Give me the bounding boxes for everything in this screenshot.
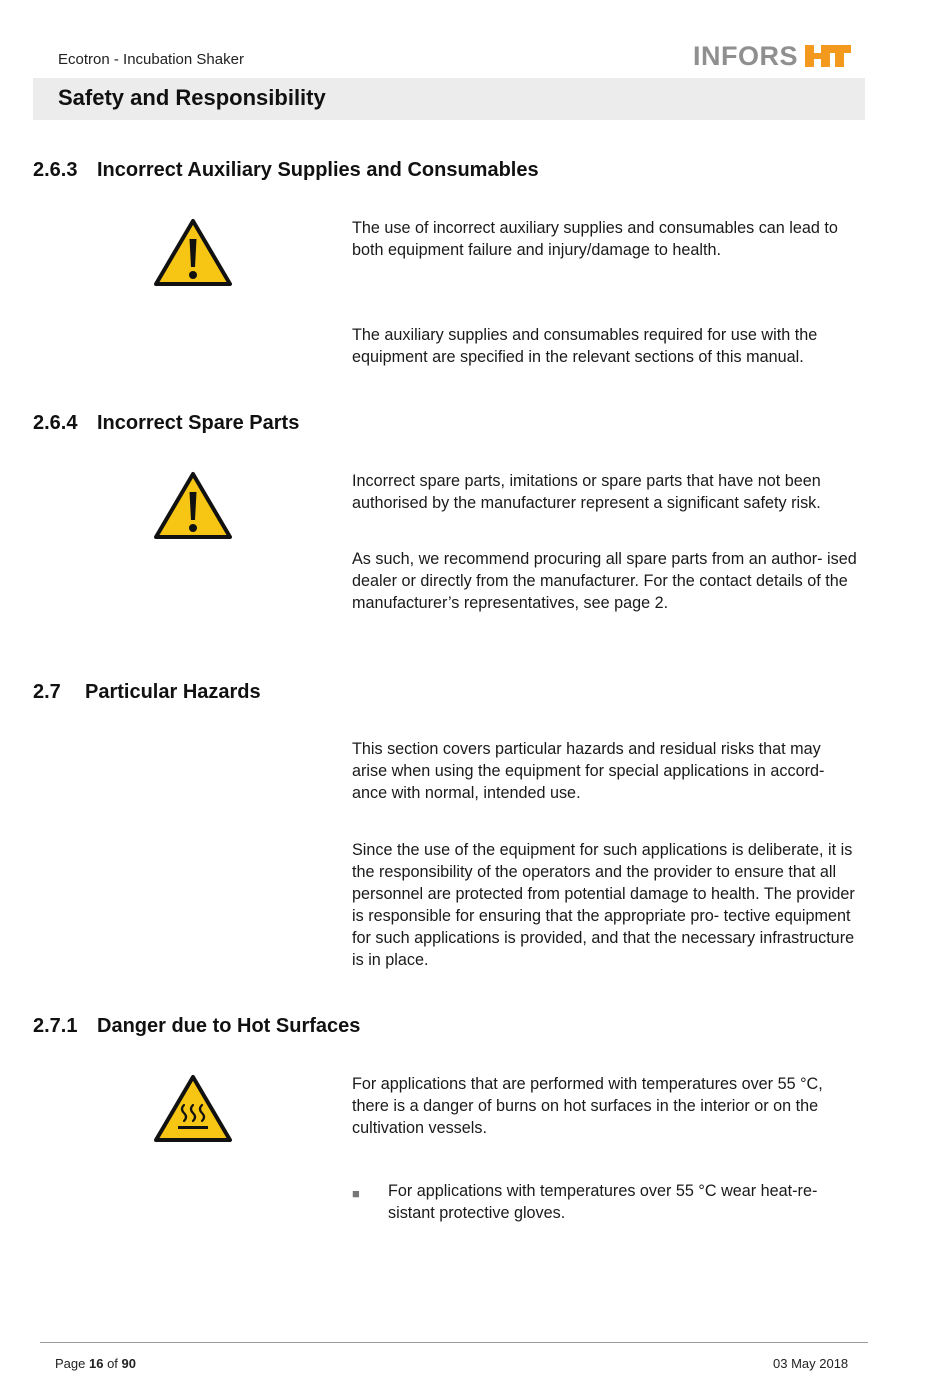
bullet-text: For applications with temperatures over 55 °C wear heat-re- sistant protective gloves. <box>388 1182 818 1222</box>
document-title: Ecotron - Incubation Shaker <box>58 51 244 68</box>
chapter-banner <box>33 78 865 120</box>
paragraph: As such, we recommend procuring all spare parts from an author- ised dealer or directly from the manufacturer. For the contact details of the manufacturer’s representatives, see page 2. <box>352 550 857 612</box>
page-of: of <box>103 1356 122 1371</box>
paragraph: The auxiliary supplies and consumables required for use with the equipment are specified in the relevant sections of this manual. <box>352 326 818 366</box>
logo-ht-mark <box>804 43 852 69</box>
section-number: 2.6.3 <box>33 159 78 181</box>
section-title: Danger due to Hot Surfaces <box>97 1015 361 1037</box>
square-bullet-icon: ■ <box>352 1186 360 1201</box>
paragraph: For applications that are performed with temperatures over 55 °C, there is a danger of burns on hot surfaces in the interior or on the cultivation vessels. <box>352 1075 823 1137</box>
section-heading <box>33 159 539 182</box>
page-current: 16 <box>88 1356 104 1371</box>
chapter-title: Safety and Responsibility <box>58 85 326 110</box>
footer-divider <box>40 1342 868 1343</box>
logo-wordmark: INFORS <box>693 41 799 71</box>
page-number <box>55 1356 136 1371</box>
section-title: Incorrect Spare Parts <box>97 412 300 434</box>
paragraph: This section covers particular hazards and residual risks that may arise when using the equipment for special applications in accord- ance with normal, intended use. <box>352 740 825 802</box>
warning-exclamation-icon <box>153 470 233 540</box>
hot-surface-warning-icon <box>153 1073 233 1143</box>
section-title: Particular Hazards <box>85 681 261 703</box>
section-number: 2.6.4 <box>33 412 78 434</box>
warning-exclamation-icon <box>153 217 233 287</box>
infors-ht-logo <box>693 41 852 71</box>
page-total: 90 <box>121 1356 136 1371</box>
page-prefix: Page <box>55 1356 89 1371</box>
section-title: Incorrect Auxiliary Supplies and Consumables <box>97 159 539 181</box>
paragraph: Incorrect spare parts, imitations or spare parts that have not been authorised by the manufacturer represent a significant safety risk. <box>352 472 821 512</box>
paragraph: The use of incorrect auxiliary supplies and consumables can lead to both equipment failure and injury/damage to health. <box>352 219 838 259</box>
paragraph: Since the use of the equipment for such applications is deliberate, it is the responsibility of the operators and the provider to ensure that all personnel are protected from potential damage to health. The provider is responsible for ensuring that the appropriate pro- tective equipment for such applications is provided, and that the necessary infrastructure is in place. <box>352 841 855 969</box>
section-heading <box>33 1015 360 1038</box>
section-number: 2.7 <box>33 681 61 703</box>
document-date: 03 May 2018 <box>773 1356 849 1371</box>
section-heading <box>33 681 261 704</box>
section-number: 2.7.1 <box>33 1015 78 1037</box>
section-heading <box>33 412 299 435</box>
